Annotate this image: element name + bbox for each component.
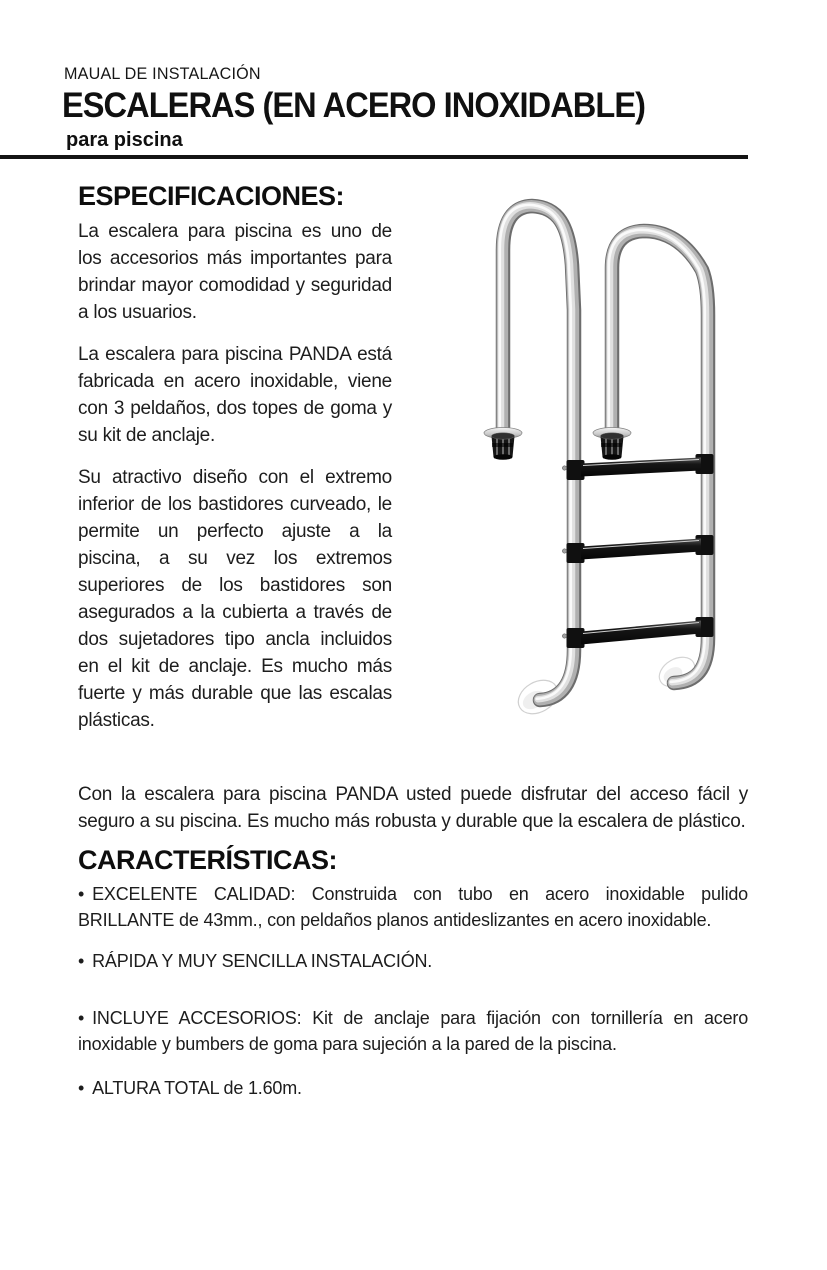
specifications-section xyxy=(78,181,392,749)
page-title: ESCALERAS (EN ACERO INOXIDABLE) xyxy=(62,86,646,125)
specifications-heading: ESPECIFICACIONES: xyxy=(78,181,345,211)
feature-bullet-2 xyxy=(78,948,748,974)
header-rule xyxy=(0,155,748,159)
feature-text-1: EXCELENTE CALIDAD: Construida con tubo en acero inoxidable pulido BRILLANTE de 43mm., con peldaños planos antideslizantes en acero inoxidable. xyxy=(78,884,748,930)
feature-text-2: RÁPIDA Y MUY SENCILLA INSTALACIÓN. xyxy=(92,951,433,971)
spec-paragraph-2: La escalera para piscina PANDA está fabricada en acero inoxidable, viene con 3 peldaños, dos topes de goma y su kit de anclaje. xyxy=(78,344,392,446)
bullet-marker: • xyxy=(78,951,85,971)
ladder-step-1 xyxy=(567,454,714,480)
ladder-step-2 xyxy=(567,535,714,563)
kicker: MAUAL DE INSTALACIÓN xyxy=(64,64,261,83)
spec-paragraph-1: La escalera para piscina es uno de los accesorios más importantes para brindar mayor comodidad y seguridad a los usuarios. xyxy=(78,221,392,323)
stringer-bolts xyxy=(562,466,566,638)
pool-ladder-photo xyxy=(450,180,770,740)
feature-text-3: INCLUYE ACCESORIOS: Kit de anclaje para fijación con tornillería en acero inoxidable y bumbers de goma para sujeción a la pared de la piscina. xyxy=(78,1008,748,1054)
spec-paragraph-3: Su atractivo diseño con el extremo inferior de los bastidores curveado, le permite un perfecto ajuste a la piscina, a su vez los extremos superiores de los bastidores son asegurados a la cubierta a través de dos sujetadores tipo ancla incluidos en el kit de anclaje. Es mucho más fuerte y más durable que las escalas plásticas. xyxy=(78,467,392,731)
ladder-step-3 xyxy=(567,617,714,648)
feature-bullet-4 xyxy=(78,1075,748,1101)
subtitle: para piscina xyxy=(66,129,183,151)
bullet-marker: • xyxy=(78,1078,85,1098)
pool-ladder-illustration xyxy=(450,180,770,740)
bullet-marker: • xyxy=(78,884,85,904)
feature-bullet-3 xyxy=(78,1005,748,1057)
feature-bullet-1 xyxy=(78,881,748,933)
handrail-right xyxy=(609,230,708,683)
feature-text-4: ALTURA TOTAL de 1.60m. xyxy=(92,1078,302,1098)
intro-paragraph: Con la escalera para piscina PANDA usted puede disfrutar del acceso fácil y seguro a su piscina. Es mucho más robusta y durable que la escalera de plástico. xyxy=(78,784,748,832)
anchor-flange-right xyxy=(593,428,631,460)
features-heading: CARACTERÍSTICAS: xyxy=(78,845,337,875)
anchor-flange-left xyxy=(484,428,522,460)
bullet-marker: • xyxy=(78,1008,85,1028)
features-section xyxy=(78,845,748,1101)
